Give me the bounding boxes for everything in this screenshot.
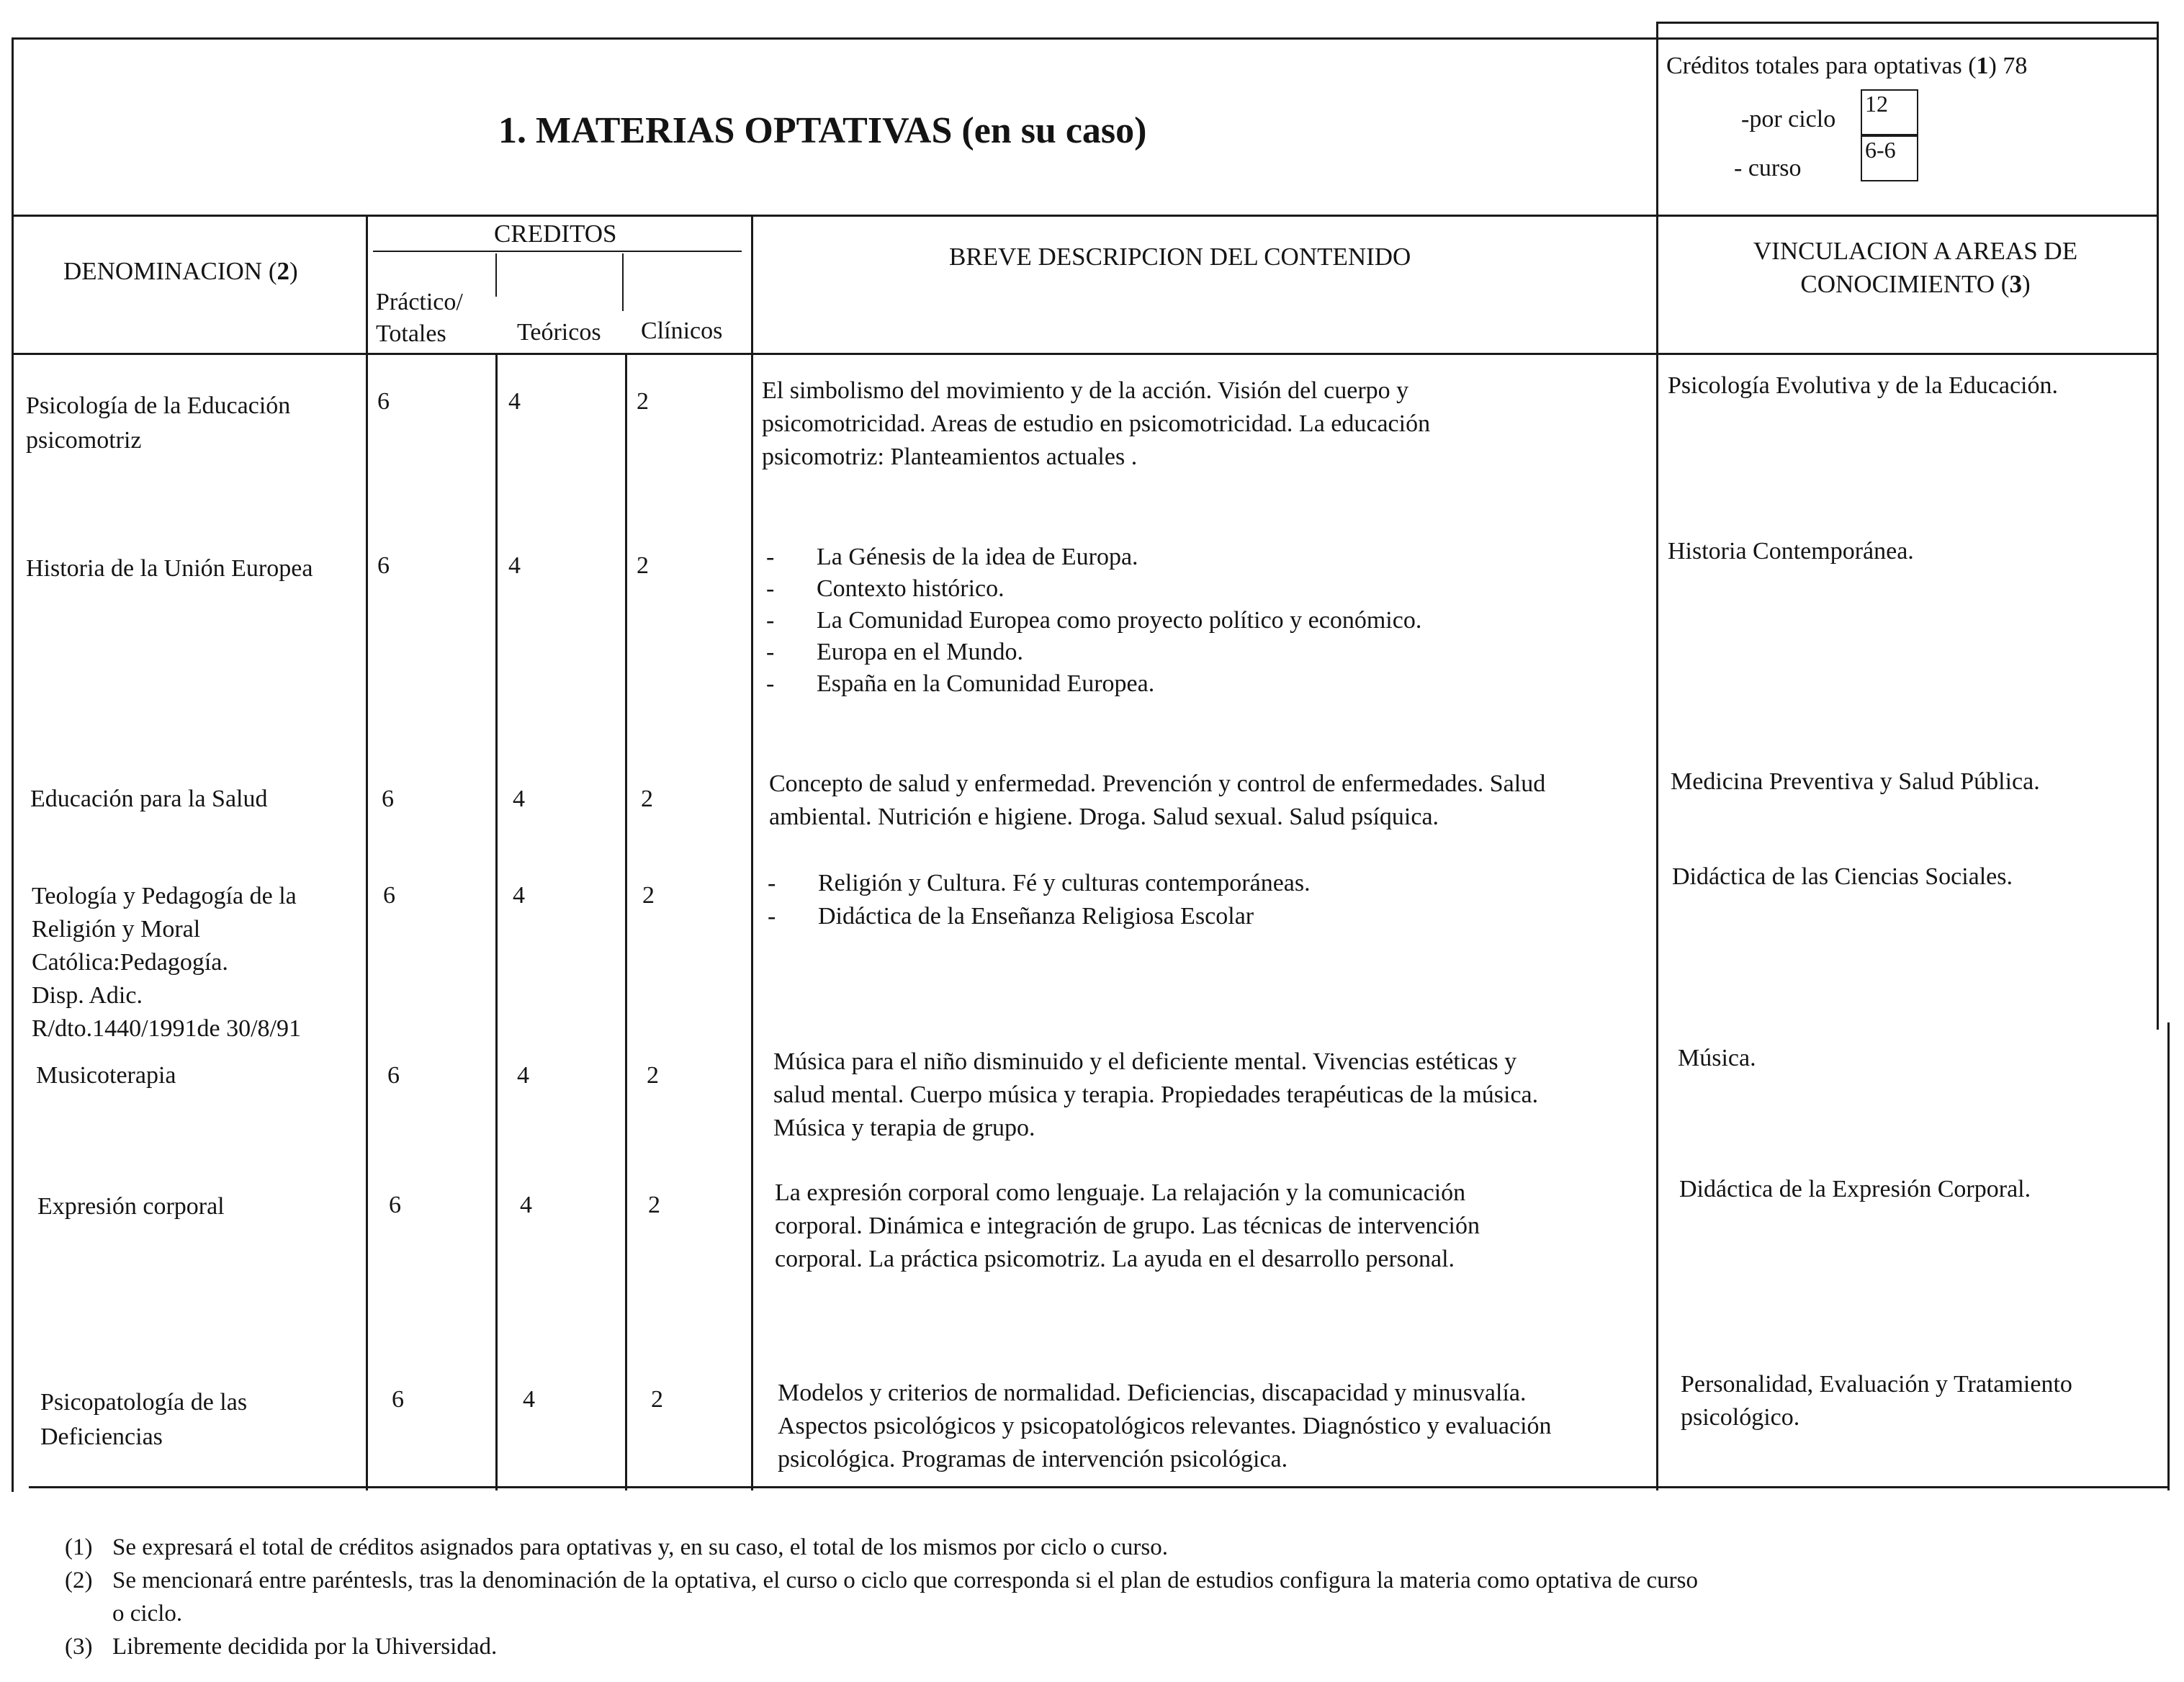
credits-tick-2 <box>622 253 624 311</box>
column-line-areas <box>1656 22 1658 1490</box>
list-item: - España en la Comunidad Europea. <box>766 670 1155 697</box>
list-item: - Didáctica de la Enseñanza Religiosa Escolar <box>768 903 1254 930</box>
col-header-creditos: CREDITOS <box>494 220 617 248</box>
table-row-teoricos: 4 <box>520 1192 532 1218</box>
table-row-description: La expresión corporal como lenguaje. La relajación y la comunicación corporal. Dinámica e integración de grupo. Las técnicas de intervención corporal. La práctica psicomotriz. La ayuda en el desarrollo personal. <box>775 1179 1480 1272</box>
table-row-clinicos: 2 <box>647 1062 659 1089</box>
curso-label: - curso <box>1734 155 1802 181</box>
table-row-area: Medicina Preventiva y Salud Pública. <box>1671 768 2040 795</box>
list-item: - Contexto histórico. <box>766 575 1005 602</box>
table-row-teoricos: 4 <box>513 786 525 812</box>
table-row-area: Didáctica de la Expresión Corporal. <box>1679 1176 2031 1202</box>
table-row-totales: 6 <box>387 1062 400 1089</box>
col-vinculacion-line1: VINCULACION A AREAS DE <box>1753 237 2078 265</box>
column-line-top-right <box>1656 22 2159 24</box>
col-header-totales: Totales <box>376 320 446 347</box>
table-row-teoricos: 4 <box>523 1386 535 1413</box>
col-header-practico: Práctico/ <box>376 289 463 315</box>
table-row-name: Educación para la Salud <box>30 786 268 812</box>
credits-tick-1 <box>495 253 497 297</box>
column-line-credits-left <box>366 215 368 1490</box>
col-header-descripcion: BREVE DESCRIPCION DEL CONTENIDO <box>949 243 1411 271</box>
footnote-2-continued: o ciclo. <box>112 1601 183 1627</box>
page-title: 1. MATERIAS OPTATIVAS (en su caso) <box>498 110 1147 151</box>
total-credits-note: 1 <box>1976 53 1989 79</box>
header-divider <box>12 215 2159 217</box>
table-row-totales: 6 <box>382 786 394 812</box>
curso-box: 6-6 <box>1861 135 1918 181</box>
table-row-name: Musicoterapia <box>36 1062 176 1089</box>
col-header-denominacion: DENOMINACION (2) <box>63 257 298 285</box>
table-border-bottom <box>29 1486 2169 1488</box>
table-row-totales: 6 <box>377 388 390 415</box>
col-header-clinicos: Clínicos <box>641 318 723 344</box>
table-row-clinicos: 2 <box>648 1192 660 1218</box>
table-row-description: Modelos y criterios de normalidad. Deficiencias, discapacidad y minusvalía. Aspectos psicológicos y psicopatológicos relevantes. Diagnóstico y evaluación psicológica. Programas de intervención psicológica. <box>778 1380 1552 1472</box>
table-row-teoricos: 4 <box>508 552 521 579</box>
table-row-clinicos: 2 <box>637 552 649 579</box>
table-row-description: El simbolismo del movimiento y de la acción. Visión del cuerpo y psicomotricidad. Areas de estudio en psicomotricidad. La educación psicomotriz: Planteamientos actuales . <box>762 377 1431 470</box>
table-row-area: Psicología Evolutiva y de la Educación. <box>1668 372 2058 399</box>
footnotes <box>65 1531 1698 1663</box>
table-row-name: Expresión corporal <box>37 1193 225 1220</box>
footnote-3: (3) Libremente decidida por la Uhiversidad. <box>65 1634 498 1660</box>
list-item: - La Génesis de la idea de Europa. <box>766 544 1138 570</box>
list-item: - La Comunidad Europea como proyecto político y económico. <box>766 607 1422 634</box>
table-row-clinicos: 2 <box>651 1386 663 1413</box>
table-row-description <box>766 541 1421 700</box>
table-row-area: Personalidad, Evaluación y Tratamiento psicológico. <box>1681 1371 2072 1431</box>
table-border-right-lower <box>2167 1022 2170 1490</box>
list-item: - Religión y Cultura. Fé y culturas contemporáneas. <box>768 870 1311 896</box>
table-row-clinicos: 2 <box>637 388 649 415</box>
col-denominacion-note: 2 <box>277 257 289 285</box>
table-border-top <box>12 37 2159 40</box>
table-row-description: Concepto de salud y enfermedad. Prevención y control de enfermedades. Salud ambiental. Nutrición e higiene. Droga. Salud sexual. Salud psíquica. <box>769 770 1546 830</box>
por-ciclo-box: 12 <box>1861 89 1918 135</box>
column-header-divider <box>12 353 2159 355</box>
table-row-area: Música. <box>1678 1045 1756 1071</box>
column-line-description <box>751 215 753 1490</box>
table-row-area: Didáctica de las Ciencias Sociales. <box>1672 863 2013 890</box>
total-credits-close: ) <box>1988 53 1997 79</box>
table-row-totales: 6 <box>383 882 395 909</box>
col-denominacion-text: DENOMINACION <box>63 257 263 285</box>
total-credits-value: 78 <box>2003 53 2028 79</box>
table-border-right <box>2157 22 2159 1030</box>
column-line-clinicos <box>625 353 627 1490</box>
list-item: - Europa en el Mundo. <box>766 639 1024 665</box>
table-row-totales: 6 <box>377 552 390 579</box>
table-row-clinicos: 2 <box>641 786 653 812</box>
footnote-2: (2) Se mencionará entre paréntesls, tras la denominación de la optativa, el curso o ciclo que corresponda si el plan de estudios configura la materia como optativa de curso <box>65 1568 1698 1593</box>
col-header-vinculacion <box>1728 235 2103 301</box>
table-row-area: Historia Contemporánea. <box>1668 538 1914 565</box>
total-credits-label <box>1666 50 2027 82</box>
credits-underline <box>373 251 742 252</box>
por-ciclo-label: -por ciclo <box>1741 106 1836 132</box>
table-row-teoricos: 4 <box>508 388 521 415</box>
table-row-description: Música para el niño disminuido y el deficiente mental. Vivencias estéticas y salud mental. Cuerpo música y terapia. Propiedades terapéuticas de la música. Música y terapia de grupo. <box>773 1048 1539 1141</box>
column-line-teoricos <box>495 353 498 1490</box>
table-row-teoricos: 4 <box>517 1062 529 1089</box>
total-credits-text: Créditos totales para optativas ( <box>1666 53 1977 79</box>
table-row-name: Teología y Pedagogía de la Religión y Moral Católica:Pedagogía. Disp. Adic. R/dto.1440/1991de 30/8/91 <box>32 883 301 1042</box>
table-border-left <box>12 37 14 1492</box>
table-row-totales: 6 <box>389 1192 401 1218</box>
col-header-teoricos: Teóricos <box>517 319 601 346</box>
table-row-clinicos: 2 <box>642 882 655 909</box>
footnote-1: (1) Se expresará el total de créditos asignados para optativas y, en su caso, el total de los mismos por ciclo o curso. <box>65 1534 1168 1560</box>
table-row-name: Psicopatología de las Deficiencias <box>40 1389 248 1450</box>
table-row-name: Psicología de la Educación psicomotriz <box>26 392 291 454</box>
table-row-name: Historia de la Unión Europea <box>26 555 313 582</box>
table-row-totales: 6 <box>392 1386 404 1413</box>
table-row-teoricos: 4 <box>513 882 525 909</box>
table-row-description <box>768 867 1311 933</box>
col-vinculacion-line2: CONOCIMIENTO (3) <box>1800 270 2031 298</box>
